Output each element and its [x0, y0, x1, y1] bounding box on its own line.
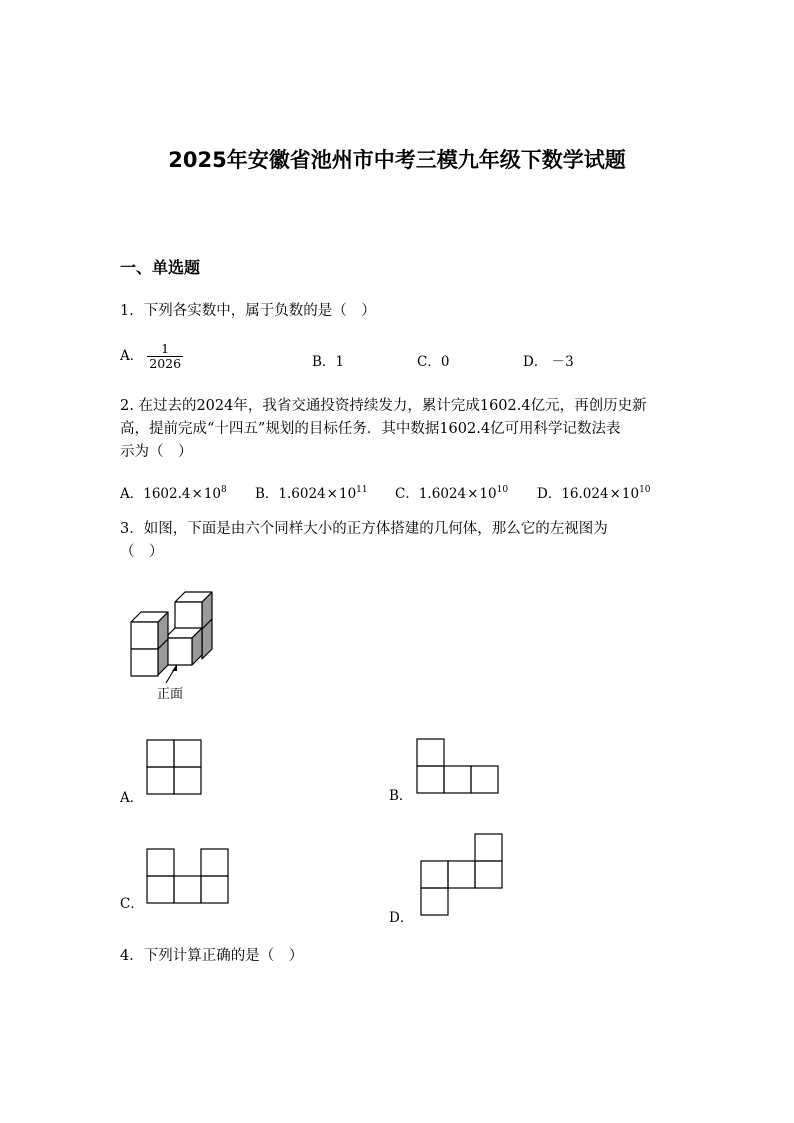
option-d-label: D．: [523, 354, 548, 370]
option-d-value: －3: [551, 354, 574, 370]
front-arrow-icon: [166, 664, 177, 683]
exponent: 10: [639, 485, 651, 495]
question-1-option-a: [120, 342, 183, 371]
times-sign: ×: [467, 486, 479, 502]
exponent: 10: [496, 485, 509, 495]
base-ten: 10: [621, 486, 640, 502]
fraction-numerator: 1: [161, 341, 170, 356]
question-1-option-b: B．1: [312, 354, 345, 370]
question-1-option-d: [523, 350, 574, 370]
page-title: 2025年安徽省池州市中考三模九年级下数学试题: [168, 148, 626, 172]
section-heading-single-choice: 一、单选题: [120, 258, 201, 277]
option-label: B．: [255, 486, 279, 502]
coefficient: 1602.4: [143, 486, 191, 502]
option-label: D．: [537, 486, 562, 502]
question-2-option-a: [120, 482, 227, 502]
times-sign: ×: [191, 486, 203, 502]
coefficient: 1.6024: [418, 486, 467, 502]
exponent: 8: [221, 485, 227, 495]
coefficient: 16.024: [561, 486, 609, 502]
question-4-stem: 4．下列计算正确的是（ ）: [120, 948, 304, 964]
times-sign: ×: [326, 486, 338, 502]
question-3-line-2: （ ）: [120, 544, 164, 560]
option-a-label: A．: [120, 348, 144, 364]
exponent: 11: [356, 485, 368, 495]
base-ten: 10: [203, 486, 221, 502]
question-3-option-b-label: B．: [389, 788, 413, 804]
question-3-option-d-label: D．: [389, 910, 414, 926]
question-1-option-c: C．0: [417, 354, 450, 370]
fraction: [147, 342, 183, 371]
question-2-option-d: [537, 482, 651, 502]
coefficient: 1.6024: [278, 486, 326, 502]
front-view-label: 正面: [157, 687, 184, 702]
option-label: A．: [120, 486, 144, 502]
option-a-view-figure: [146, 739, 204, 797]
question-2-line-1: 2. 在过去的2024年，我省交通投资持续发力，累计完成1602.4亿元，再创历史新: [120, 398, 647, 414]
question-2-option-c: [395, 482, 508, 502]
option-b-view-figure: [416, 738, 502, 796]
option-c-view-figure: [146, 848, 232, 906]
question-2-option-b: [255, 482, 368, 502]
question-3-option-c-label: C．: [120, 896, 144, 912]
fraction-denominator: 2026: [149, 356, 182, 371]
question-3-line-1: 3．如图，下面是由六个同样大小的正方体搭建的几何体，那么它的左视图为: [120, 521, 608, 537]
question-2-line-2: 高，提前完成“十四五”规划的目标任务．其中数据1602.4亿可用科学记数法表: [120, 421, 621, 437]
question-1-stem: 1．下列各实数中，属于负数的是（ ）: [120, 303, 376, 319]
question-2-line-3: 示为（ ）: [120, 444, 193, 460]
option-label: C．: [395, 486, 419, 502]
times-sign: ×: [609, 486, 621, 502]
cube-solid-figure: [120, 588, 230, 693]
base-ten: 10: [338, 486, 357, 502]
option-d-view-figure: [420, 833, 506, 919]
base-ten: 10: [479, 486, 497, 502]
question-3-option-a-label: A．: [120, 790, 144, 806]
